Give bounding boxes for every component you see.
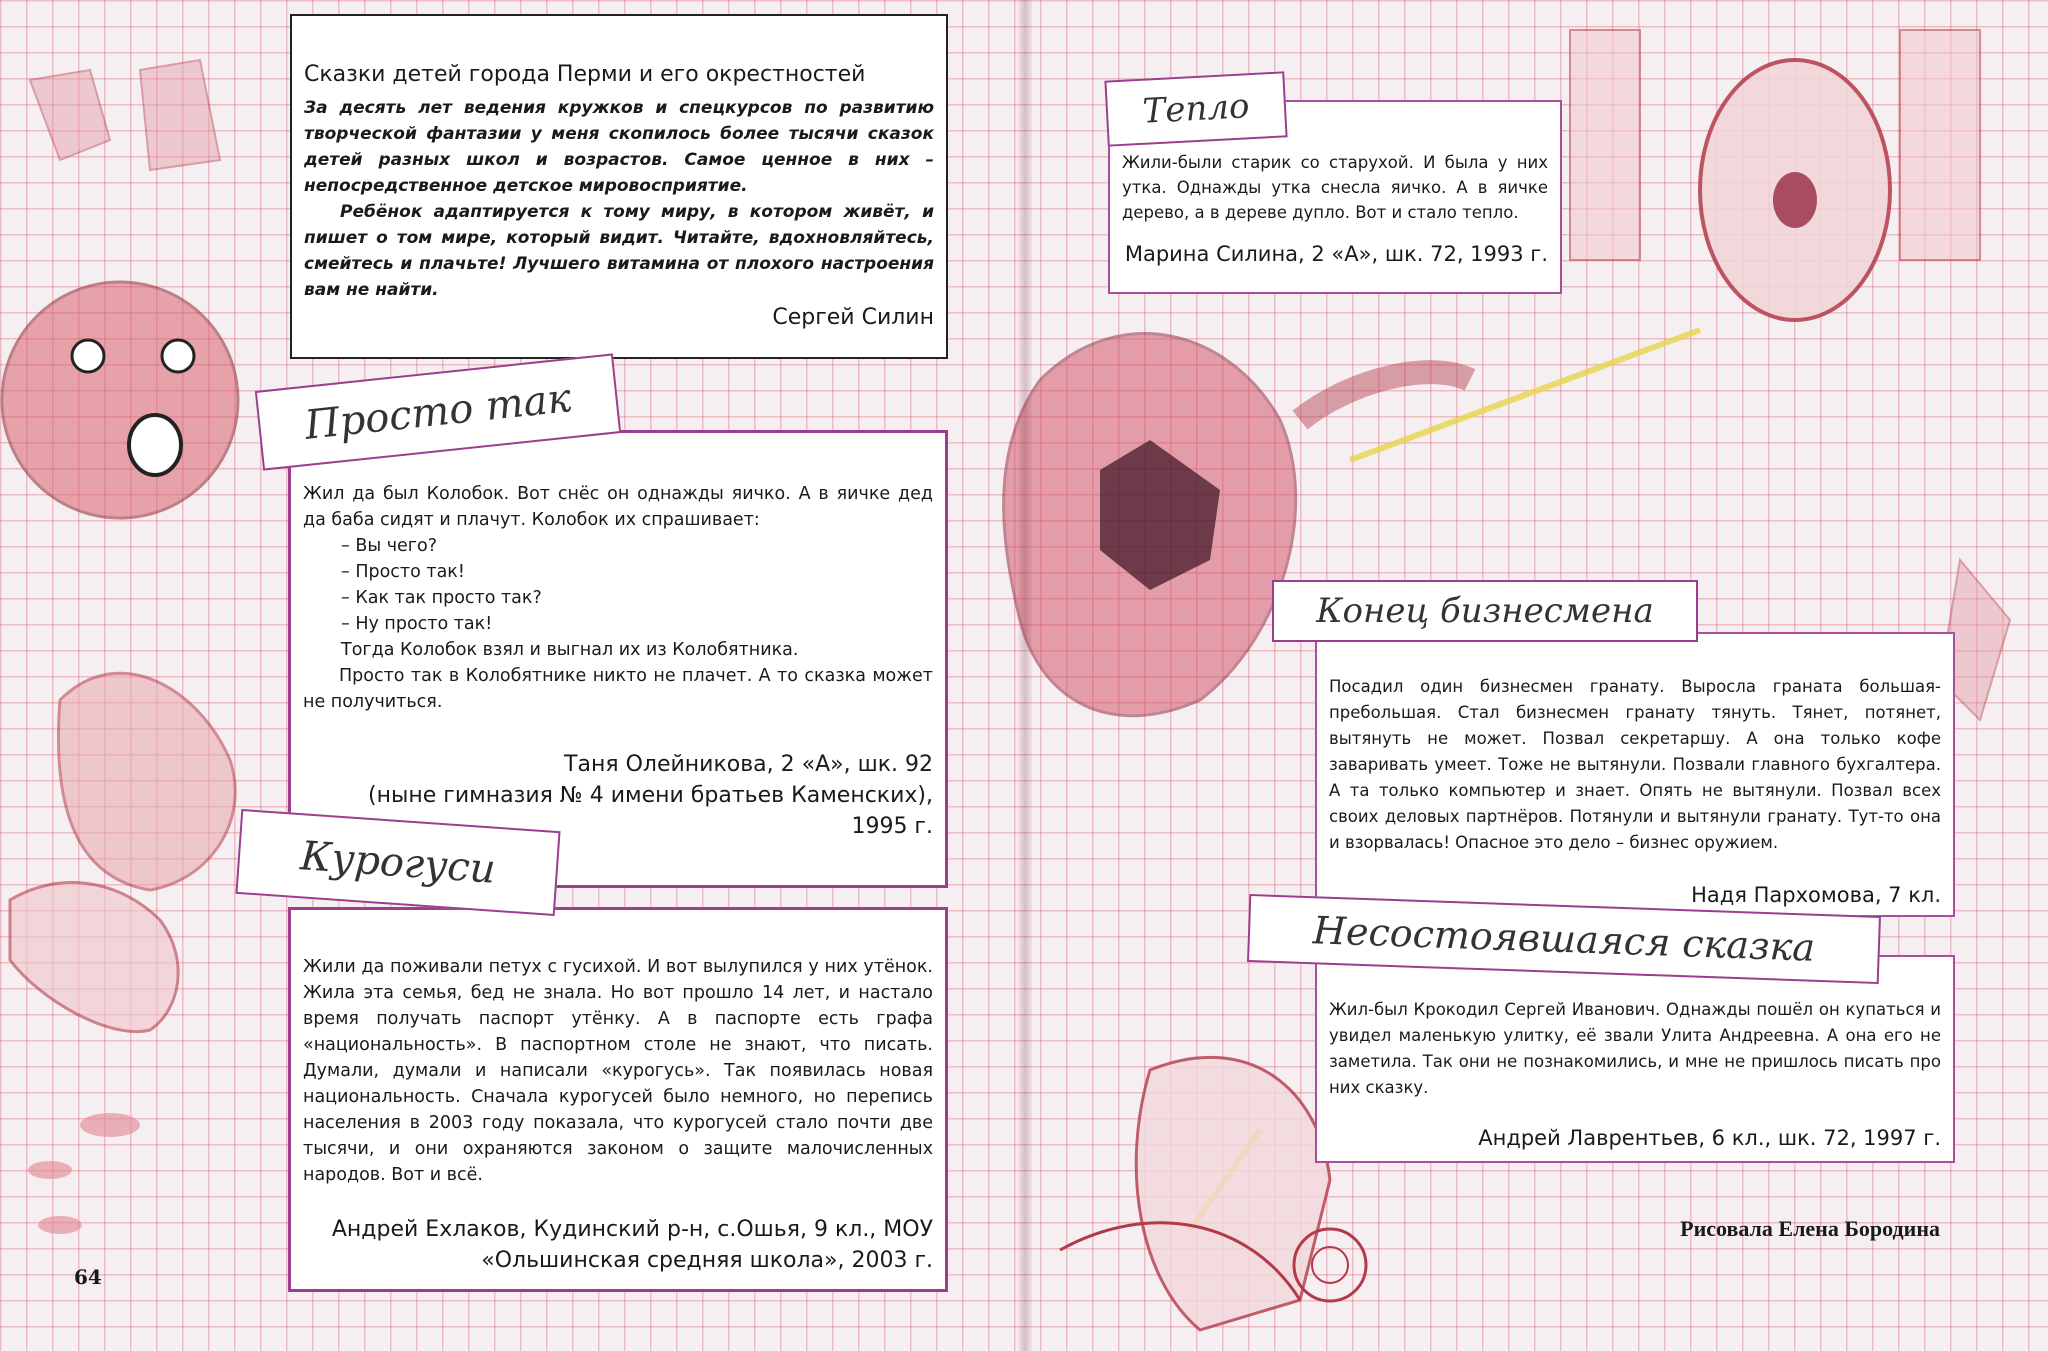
story-kurogusi-box bbox=[288, 907, 948, 1292]
story-prosto-line: – Вы чего? bbox=[341, 536, 437, 556]
story-prosto-line: – Ну просто так! bbox=[341, 614, 493, 634]
story-nesost-author: Андрей Лаврентьев, 6 кл., шк. 72, 1997 г. bbox=[1478, 1126, 1941, 1150]
story-teplo-title bbox=[1104, 71, 1287, 146]
intro-paragraph-2: Ребёнок адаптируется к тому миру, в котором живёт, и пишет о том мире, который видит. Читайте, вдохновляйтесь, смейтесь и плачьте! Лучшего витамина от плохого настроения вам не найти. bbox=[304, 202, 934, 300]
story-prosto-line: Просто так в Колобятнике никто не плачет. А то сказка может не получиться. bbox=[303, 666, 933, 712]
intro-box bbox=[290, 14, 948, 359]
story-prosto-line: Тогда Колобок взял и выгнал их из Колобятника. bbox=[341, 640, 799, 660]
story-nesost-title-text: Несостоявшаяся сказка bbox=[1312, 908, 1816, 970]
story-biznes-text: Посадил один бизнесмен гранату. Выросла граната большая-пребольшая. Стал бизнесмен гранату тянуть. Тянет, потянет, вытянуть не может. Позвал секретаршу. А она только кофе заваривать умеет. Тоже не вытянули. Позвали главного бухгалтера. А та только компьютер и знает. Опять не вытянули. Позвал всех своих деловых партнёров. Потянули и вытянули гранату. Тут-то она и взорвалась! Опасное это дело – бизнес оружием. bbox=[1329, 677, 1941, 852]
page-number: 64 bbox=[74, 1265, 102, 1289]
story-prosto-title-text: Просто так bbox=[302, 375, 574, 449]
story-biznes-title-text: Конец бизнесмена bbox=[1316, 591, 1654, 631]
story-kurogusi-title-text: Курогуси bbox=[298, 832, 498, 893]
story-prosto-author-1: Таня Олейникова, 2 «А», шк. 92 bbox=[564, 752, 933, 777]
intro-author: Сергей Силин bbox=[772, 305, 934, 330]
story-teplo-author: Марина Силина, 2 «А», шк. 72, 1993 г. bbox=[1124, 242, 1548, 266]
story-kurogusi-author-2: «Ольшинская средняя школа», 2003 г. bbox=[481, 1248, 933, 1273]
story-prosto-line: – Как так просто так? bbox=[341, 588, 542, 608]
story-teplo-text: Жили-были старик со старухой. И была у них утка. Однажды утка снесла яичко. А в яичке дерево, а в дереве дупло. Вот и стало тепло. bbox=[1122, 153, 1548, 222]
story-prosto-author-3: 1995 г. bbox=[851, 814, 933, 839]
story-biznes-author: Надя Пархомова, 7 кл. bbox=[1691, 883, 1941, 907]
story-kurogusi-author-1: Андрей Ехлаков, Кудинский р-н, с.Ошья, 9 кл., МОУ bbox=[331, 1217, 933, 1242]
story-prosto-line: Жил да был Колобок. Вот снёс он однажды яичко. А в яичке дед да баба сидят и плачут. Колобок их спрашивает: bbox=[303, 484, 933, 530]
story-prosto-author-2: (ныне гимназия № 4 имени братьев Каменских), bbox=[368, 783, 933, 808]
illustrator-credit: Рисовала Елена Бородина bbox=[1680, 1216, 1940, 1241]
intro-title: Сказки детей города Перми и его окрестностей bbox=[304, 62, 866, 87]
story-biznes-box bbox=[1315, 632, 1955, 917]
page-gutter bbox=[1018, 0, 1032, 1351]
story-nesost-box bbox=[1315, 955, 1955, 1163]
story-biznes-title bbox=[1272, 580, 1698, 642]
story-prosto-line: – Просто так! bbox=[341, 562, 465, 582]
story-nesost-text: Жил-был Крокодил Сергей Иванович. Однажды пошёл он купаться и увидел маленькую улитку, её звали Улита Андреевна. А она его не заметила. Так они не познакомились, и мне не пришлось писать про них сказку. bbox=[1329, 1000, 1941, 1097]
story-teplo-title-text: Тепло bbox=[1141, 86, 1251, 132]
story-kurogusi-text: Жили да поживали петух с гусихой. И вот вылупился у них утёнок. Жила эта семья, бед не знала. Но вот прошло 14 лет, и настало время получать паспорт утёнку. А в паспорте есть графа «национальность». В паспортном столе не знают, что писать. Думали, думали и написали «курогусь». Так появилась новая национальность. Сначала курогусей было немного, но перепись населения в 2003 году показала, что курогусей стало почти две тысячи, и они охраняются законом о защите малочисленных народов. Вот и всё. bbox=[303, 957, 933, 1185]
intro-paragraph-1: За десять лет ведения кружков и спецкурсов по развитию творческой фантазии у меня скопилось более тысячи сказок детей разных школ и возрастов. Самое ценное в них – непосредственное детское мировосприятие. bbox=[304, 98, 934, 196]
